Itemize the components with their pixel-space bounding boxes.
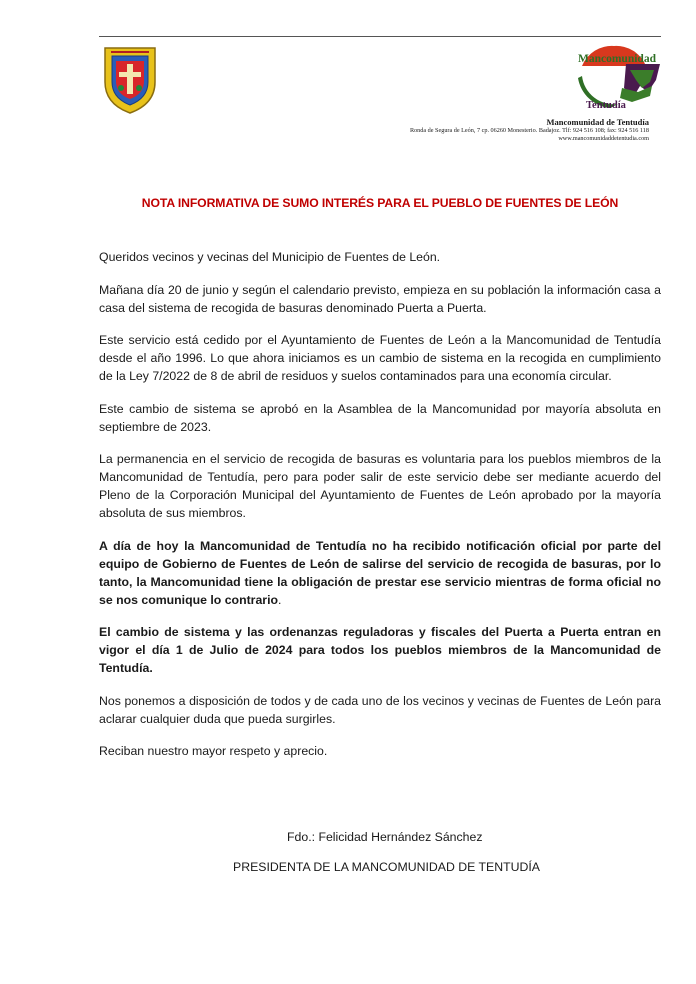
paragraph-notification-bold: A día de hoy la Mancomunidad de Tentudía no ha recibido notificación oficial por parte del equipo de Gobierno de Fuentes de León de salirse del servicio de recogida de basuras, por lo tanto, la Mancomunidad tiene la obligación de prestar ese servicio mientras de forma oficial no se nos comunique lo contrario (99, 538, 661, 607)
organization-website: www.mancomunidaddetentudia.com (558, 135, 649, 142)
header-rule (99, 36, 661, 37)
paragraph-notification-end: . (278, 592, 282, 607)
organization-name: Mancomunidad de Tentudía (546, 117, 649, 127)
paragraph-closing: Reciban nuestro mayor respeto y aprecio. (99, 744, 328, 758)
logo-text-bottom: Tentudía (586, 100, 626, 111)
mancomunidad-logo (564, 40, 664, 122)
organization-info (410, 117, 649, 143)
paragraph-schedule: Mañana día 20 de junio y según el calendario previsto, empieza en su población la información casa a casa del sistema de recogida de basuras denominado Puerta a Puerta. (99, 282, 661, 315)
paragraph-availability: Nos ponemos a disposición de todos y de cada uno de los vecinos y vecinas de Fuentes de León para aclarar cualquier duda que pueda surgirles. (99, 693, 661, 726)
paragraph-permanence: La permanencia en el servicio de recogida de basuras es voluntaria para los pueblos miembros de la Mancomunidad de Tentudía, pero para poder salir de este servicio debe ser mediante acuerdo del Pleno de la Corporación Municipal del Ayuntamiento de Fuentes de León aprobado por la mayoría absoluta de sus miembros. (99, 452, 661, 520)
paragraph-greeting: Queridos vecinos y vecinas del Municipio de Fuentes de León. (99, 250, 441, 264)
paragraph-service: Este servicio está cedido por el Ayuntamiento de Fuentes de León a la Mancomunidad de Tentudía desde el año 1996. Lo que ahora iniciamos es un cambio de sistema en la recogida en cumplimiento de la Ley 7/2022 de 8 de abril de residuos y suelos contaminados para una economía circular. (99, 333, 661, 383)
paragraph-approval: Este cambio de sistema se aprobó en la Asamblea de la Mancomunidad por mayoría absoluta en septiembre de 2023. (99, 401, 661, 434)
signatory-name: Fdo.: Felicidad Hernández Sánchez (287, 830, 483, 844)
document-body (99, 248, 661, 775)
paragraph-effective-date: El cambio de sistema y las ordenanzas reguladoras y fiscales del Puerta a Puerta entran en vigor el día 1 de Julio de 2024 para todos los pueblos miembros de la Mancomunidad de Tentudía. (99, 625, 661, 675)
document-title: NOTA INFORMATIVA DE SUMO INTERÉS PARA EL PUEBLO DE FUENTES DE LEÓN (141, 196, 619, 210)
organization-address: Ronda de Segura de León, 7 cp. 06260 Monesterio. Badajoz. Tlf: 924 516 108; fax: 924 516 118 (409, 127, 649, 134)
paragraph-notification (99, 537, 661, 609)
logo-text-top: Mancomunidad (578, 53, 656, 65)
signatory-position: PRESIDENTA DE LA MANCOMUNIDAD DE TENTUDÍA (233, 860, 541, 874)
town-crest-logo (101, 44, 159, 116)
